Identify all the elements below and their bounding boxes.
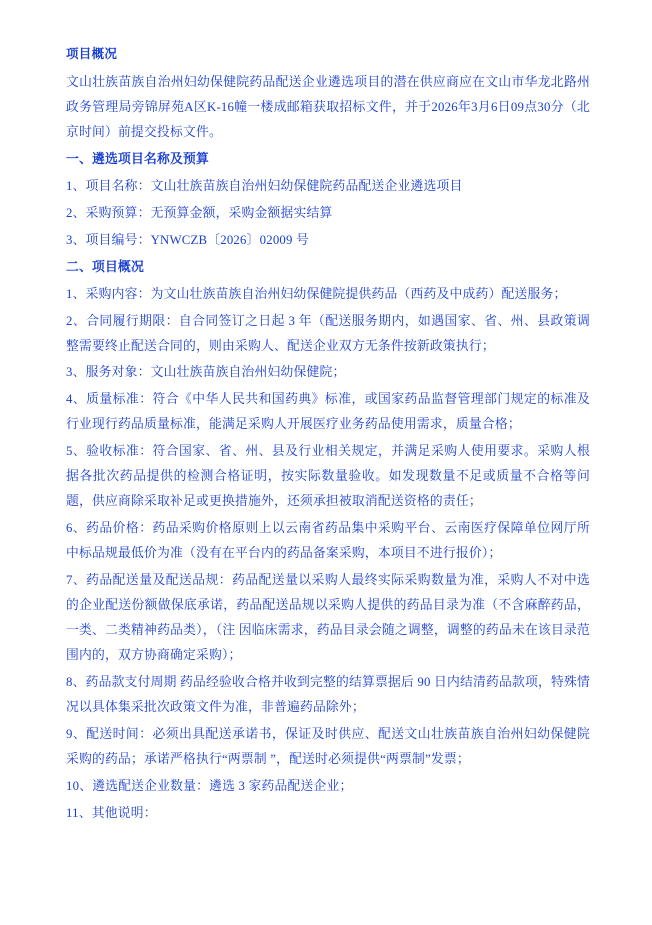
section-heading-1: 一、遴选项目名称及预算	[66, 151, 209, 166]
section-2-item-4: 4、质量标准：符合《中华人民共和国药典》标准，或国家药品监督管理部门规定的标准及行业现行药品质量标准，能满足采购人开展医疗业务药品使用需求，质量合格；	[66, 392, 590, 432]
page-title: 项目概况	[66, 47, 118, 61]
section-heading-2: 二、项目概况	[66, 259, 144, 274]
section-2-item-11: 11、其他说明：	[66, 805, 157, 820]
section-2-item-3: 3、服务对象：文山壮族苗族自治州妇幼保健院；	[66, 365, 346, 380]
section-2-item-10: 10、遴选配送企业数量：遴选 3 家药品配送企业；	[66, 778, 353, 793]
section-1-item-3: 3、项目编号：YNWCZB〔2026〕02009 号	[66, 232, 310, 247]
section-1-item-2: 2、采购预算：无预算金额，采购金额据实结算	[66, 205, 333, 220]
section-2-item-2: 2、合同履行期限：自合同签订之日起 3 年（配送服务期内，如遇国家、省、州、县政策调整需要终止配送合同的，则由采购人、配送企业双方无条件按新政策执行；	[66, 313, 590, 353]
section-2-item-6: 6、药品价格：药品采购价格原则上以云南省药品集中采购平台、云南医疗保障单位网厅所中标品规最低价为准（没有在平台内的药品备案采购，本项目不进行报价）；	[66, 521, 590, 561]
section-1-item-1: 1、项目名称：文山壮族苗族自治州妇幼保健院药品配送企业遴选项目	[66, 178, 463, 193]
section-2-item-5: 5、验收标准：符合国家、省、州、县及行业相关规定，并满足采购人使用要求。采购人根据各批次药品提供的检测合格证明，按实际数量验收。如发现数量不足或质量不合格等问题，供应商除采取补足或更换措施外，还须承担被取消配送资格的责任；	[66, 444, 590, 509]
intro-paragraph: 文山壮族苗族自治州妇幼保健院药品配送企业遴选项目的潜在供应商应在文山市华龙北路州政务管理局旁锦屏苑A区K-16幢一楼成邮箱获取招标文件，并于2026年3月6日09点30分（北京时间）前提交投标文件。	[66, 75, 590, 139]
section-2-item-9: 9、配送时间：必须出具配送承诺书，保证及时供应、配送文山壮族苗族自治州妇幼保健院采购的药品；承诺严格执行“两票制 ”，配送时必须提供“两票制”发票；	[66, 726, 590, 766]
section-2-item-1: 1、采购内容：为文山壮族苗族自治州妇幼保健院提供药品（西药及中成药）配送服务；	[66, 286, 567, 301]
section-2-item-7: 7、药品配送量及配送品规：药品配送量以采购人最终实际采购数量为准，采购人不对中选的企业配送份额做保底承诺，药品配送品规以采购人提供的药品目录为准（不含麻醉药品，一类、二类精神药品类），（注 因临床需求，药品目录会随之调整，调整的药品未在该目录范围内的，双方协商确定采购）；	[66, 573, 590, 662]
section-2-item-8: 8、药品款支付周期 药品经验收合格并收到完整的结算票据后 90 日内结清药品款项，特殊情况以具体集采批次政策文件为准，非普遍药品除外；	[66, 674, 590, 714]
